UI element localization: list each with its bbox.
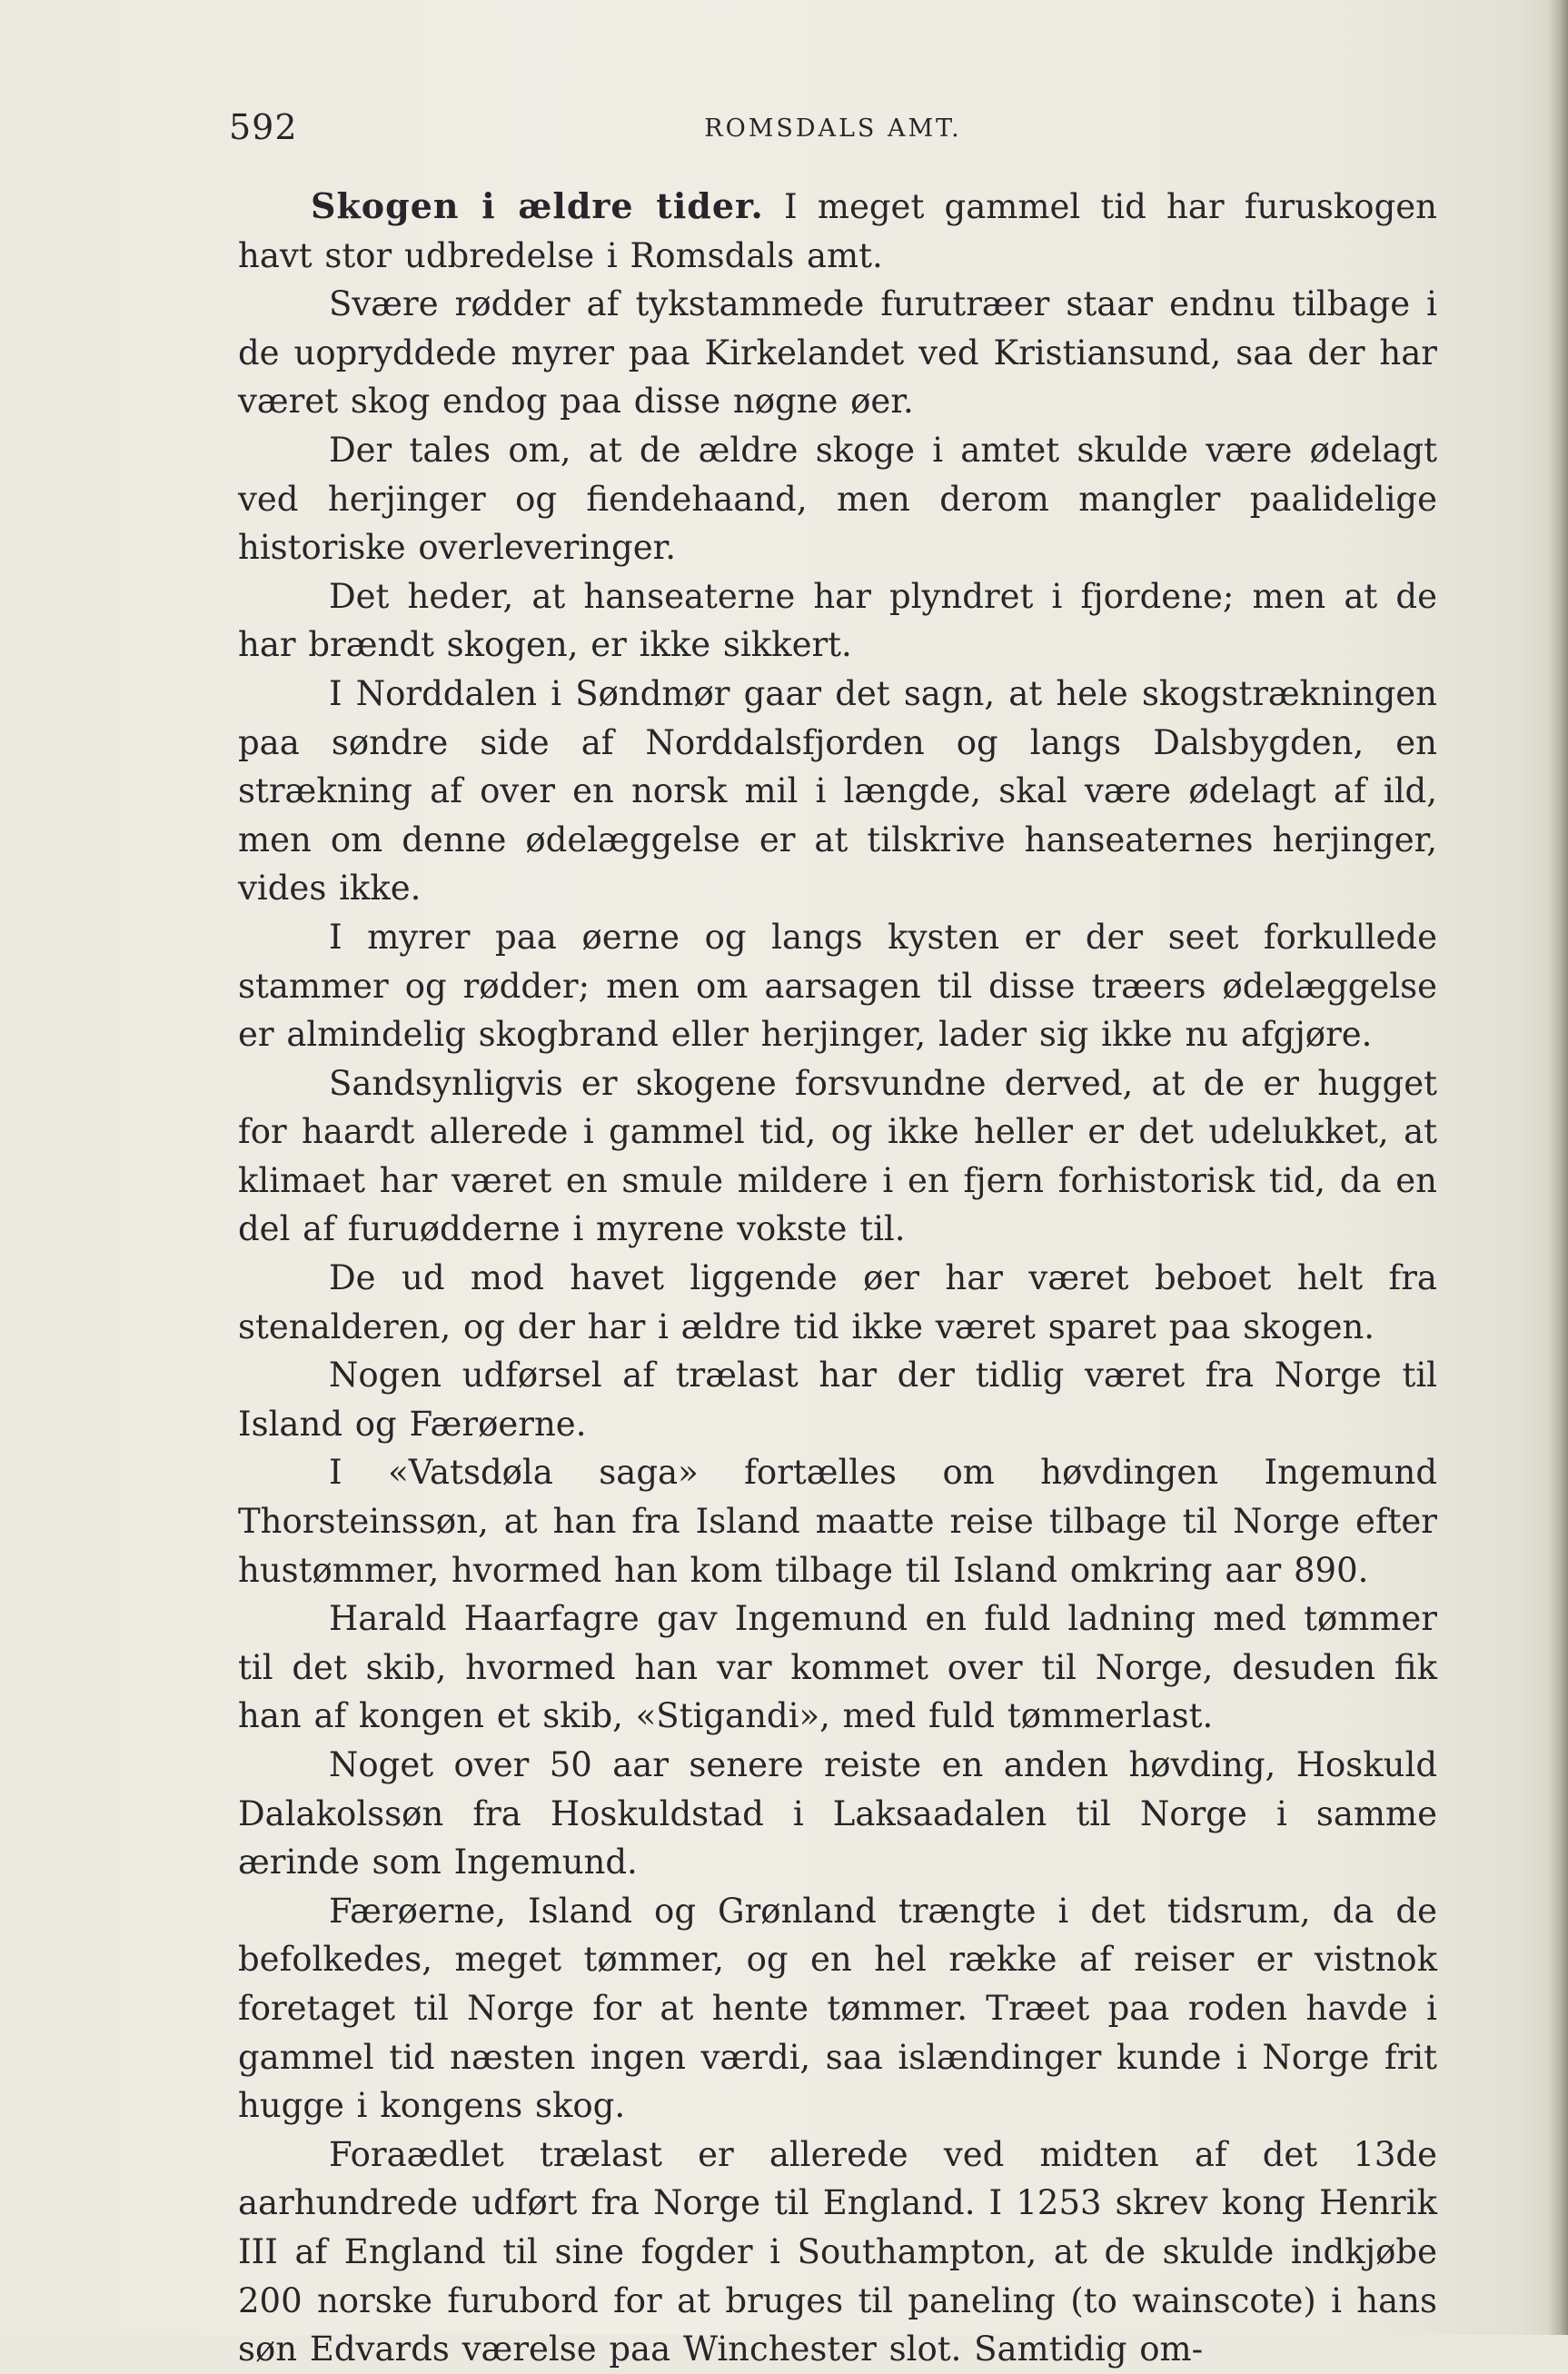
paragraph-4: Det heder, at hanseaterne har plyndret i fjordene; men at de har brændt skogen, er ikke sikkert. (238, 576, 1437, 665)
paragraph-1-text: I meget gammel tid har furuskogen havt stor udbredelse i Romsdals amt. (238, 187, 1437, 275)
paragraph-7: Sandsynligvis er skogene forsvundne derved, at de er hugget for haardt allerede i gammel tid, og ikke heller er det udelukket, at klimaet har været en smule mildere i en fjern forhistorisk tid, da en del af furuødderne i myrene vokste til. (238, 1063, 1437, 1249)
paragraph-6: I myrer paa øerne og langs kysten er der seet forkullede stammer og rødder; men om aarsagen til disse træers ødelæggelse er almindelig skogbrand eller herjinger, lader sig ikke nu afgjøre. (238, 917, 1437, 1055)
page-header (229, 107, 1437, 153)
section-heading: Skogen i ældre tider. (311, 185, 764, 226)
binding-shadow (1548, 0, 1568, 2335)
paragraph-3: Der tales om, at de ældre skoge i amtet skulde være ødelagt ved herjinger og fiendehaand, men derom mangler paalidelige historiske overleveringer. (238, 430, 1437, 568)
paragraph-13: Færøerne, Island og Grønland trængte i det tidsrum, da de befolkedes, meget tømmer, og en hel række af reiser er vistnok foretaget til Norge for at hente tømmer. Træet paa roden havde i gammel tid næsten ingen værdi, saa islændinger kunde i Norge frit hugge i kongens skog. (238, 1891, 1437, 2126)
paragraph-2: Svære rødder af tykstammede furutræer staar endnu tilbage i de uopryddede myrer paa Kirkelandet ved Kristiansund, saa der har været skog endog paa disse nøgne øer. (238, 284, 1437, 422)
paragraph-11: Harald Haarfagre gav Ingemund en fuld ladning med tømmer til det skib, hvormed han var kommet over til Norge, desuden fik han af kongen et skib, «Stigandi», med fuld tømmerlast. (238, 1599, 1437, 1736)
page-number: 592 (229, 107, 298, 147)
paragraph-14: Foraædlet trælast er allerede ved midten af det 13de aarhundrede udført fra Norge til England. I 1253 skrev kong Henrik III af England til sine fogder i Southampton, at de skulde indkjøbe 200 norske furubord for at bruges til paneling (to wainscote) i hans søn Edvards værelse paa Winchester slot. Samtidig om- (238, 2134, 1437, 2369)
paragraph-1 (238, 182, 1437, 280)
paragraph-8: De ud mod havet liggende øer har været beboet helt fra stenalderen, og der har i ældre tid ikke været sparet paa skogen. (238, 1258, 1437, 1346)
paragraph-10: I «Vatsdøla saga» fortælles om høvdingen Ingemund Thorsteinssøn, at han fra Island maatte reise tilbage til Norge efter hustømmer, hvormed han kom tilbage til Island omkring aar 890. (238, 1453, 1437, 1590)
body-text (238, 182, 1437, 2374)
paragraph-5: I Norddalen i Søndmør gaar det sagn, at hele skogstrækningen paa søndre side af Norddalsfjorden og langs Dalsbygden, en strækning af over en norsk mil i længde, skal være ødelagt af ild, men om denne ødelæggelse er at tilskrive hanseaternes herjinger, vides ikke. (238, 673, 1437, 909)
running-title: ROMSDALS AMT. (704, 114, 962, 143)
paragraph-9: Nogen udførsel af trælast har der tidlig været fra Norge til Island og Færøerne. (238, 1356, 1437, 1444)
paragraph-12: Noget over 50 aar senere reiste en anden høvding, Hoskuld Dalakolssøn fra Hoskuldstad i Laksaadalen til Norge i samme ærinde som Ingemund. (238, 1745, 1437, 1882)
